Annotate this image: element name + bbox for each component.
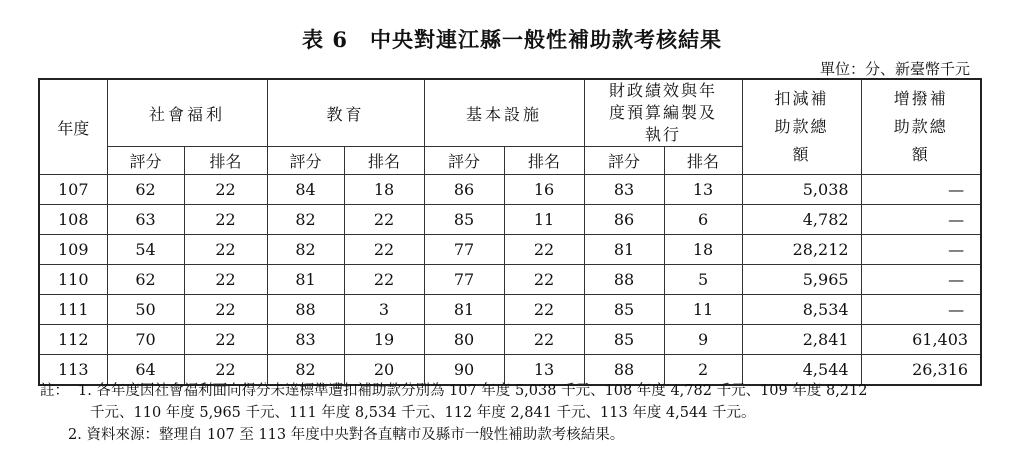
table-cell-deduct: 5,965 [742, 265, 861, 295]
table-cell-c1: 64 [107, 355, 184, 386]
table-cell-c7: 85 [584, 295, 664, 325]
table-cell-c5: 85 [424, 205, 504, 235]
table-cell-c5: 77 [424, 265, 504, 295]
table-cell-increase: — [861, 265, 981, 295]
header-rank: 排名 [664, 147, 742, 175]
table-cell-c2: 22 [184, 355, 267, 386]
table-cell-increase: 26,316 [861, 355, 981, 386]
table-cell-c5: 86 [424, 175, 504, 205]
table-cell-deduct: 4,782 [742, 205, 861, 235]
table-cell-c2: 22 [184, 265, 267, 295]
table-cell-deduct: 8,534 [742, 295, 861, 325]
table-cell-c1: 62 [107, 265, 184, 295]
table-cell-increase: 61,403 [861, 325, 981, 355]
table-row [39, 235, 981, 265]
table-cell-c8: 2 [664, 355, 742, 386]
table-cell-c4: 18 [344, 175, 424, 205]
table-cell-c4: 19 [344, 325, 424, 355]
table-cell-c6: 22 [504, 325, 584, 355]
table-cell-c6: 22 [504, 235, 584, 265]
header-score: 評分 [584, 147, 664, 175]
table-cell-c6: 11 [504, 205, 584, 235]
table-row [39, 205, 981, 235]
table-cell-c5: 80 [424, 325, 504, 355]
table-cell-c3: 82 [267, 205, 344, 235]
table-body [39, 175, 981, 386]
table-cell-c8: 18 [664, 235, 742, 265]
header-infrastructure: 基本設施 [424, 79, 584, 147]
table-cell-c1: 70 [107, 325, 184, 355]
table-cell-deduct: 4,544 [742, 355, 861, 386]
table-cell-c3: 81 [267, 265, 344, 295]
table-cell-c1: 54 [107, 235, 184, 265]
header-score: 評分 [107, 147, 184, 175]
table-cell-c2: 22 [184, 205, 267, 235]
table-cell-c1: 50 [107, 295, 184, 325]
footnote-1-continued [40, 402, 990, 424]
table-title: 表 6 中央對連江縣一般性補助款考核結果 [302, 27, 722, 52]
header-rank: 排名 [184, 147, 267, 175]
footnote-1 [40, 380, 990, 402]
header-deduct-total: 扣減補助款總額 [742, 79, 861, 175]
table-cell-c2: 22 [184, 175, 267, 205]
table-cell-c2: 22 [184, 295, 267, 325]
header-increase-total: 增撥補助款總額 [861, 79, 981, 175]
table-cell-year: 109 [39, 235, 107, 265]
table-cell-year: 113 [39, 355, 107, 386]
table-cell-year: 108 [39, 205, 107, 235]
table-cell-c7: 88 [584, 265, 664, 295]
table-cell-c7: 86 [584, 205, 664, 235]
table-cell-year: 107 [39, 175, 107, 205]
table-cell-c4: 3 [344, 295, 424, 325]
table-cell-c4: 22 [344, 235, 424, 265]
table-cell-c6: 22 [504, 265, 584, 295]
table-cell-c5: 77 [424, 235, 504, 265]
table-cell-increase: — [861, 235, 981, 265]
table-cell-year: 111 [39, 295, 107, 325]
table-cell-c5: 81 [424, 295, 504, 325]
table-cell-increase: — [861, 295, 981, 325]
header-score: 評分 [424, 147, 504, 175]
table-cell-c3: 88 [267, 295, 344, 325]
table-cell-year: 112 [39, 325, 107, 355]
table-cell-deduct: 28,212 [742, 235, 861, 265]
header-education: 教育 [267, 79, 424, 147]
footnote-1-line-1: 1. 各年度因社會福利面向得分未達標準遭扣補助款分別為 107 年度 5,038 千元、108 年度 4,782 千元、109 年度 8,212 [78, 383, 868, 399]
table-cell-c7: 85 [584, 325, 664, 355]
table-cell-c3: 82 [267, 235, 344, 265]
table-cell-c8: 9 [664, 325, 742, 355]
table-cell-c1: 62 [107, 175, 184, 205]
header-social-welfare: 社會福利 [107, 79, 267, 147]
footnote-2 [40, 424, 990, 446]
unit-label: 單位：分、新臺幣千元 [819, 60, 970, 78]
footnote-2-text: 2. 資料來源：整理自 107 至 113 年度中央對各直轄市及縣市一般性補助款考核結果。 [68, 427, 625, 443]
table-cell-c4: 20 [344, 355, 424, 386]
header-rank: 排名 [344, 147, 424, 175]
table-cell-c3: 84 [267, 175, 344, 205]
table-cell-deduct: 2,841 [742, 325, 861, 355]
table-cell-c3: 83 [267, 325, 344, 355]
table-cell-increase: — [861, 175, 981, 205]
table-cell-c8: 5 [664, 265, 742, 295]
table-cell-c2: 22 [184, 235, 267, 265]
table-row [39, 295, 981, 325]
table-row [39, 175, 981, 205]
footnotes [40, 380, 990, 446]
header-fiscal-performance: 財政績效與年度預算編製及執行 [584, 79, 742, 147]
footnote-prefix: 註： [40, 383, 69, 399]
header-rank: 排名 [504, 147, 584, 175]
table-cell-c8: 13 [664, 175, 742, 205]
table-cell-c6: 16 [504, 175, 584, 205]
table-cell-c8: 6 [664, 205, 742, 235]
table-cell-c5: 90 [424, 355, 504, 386]
table-cell-c6: 13 [504, 355, 584, 386]
header-year: 年度 [39, 79, 107, 175]
table-cell-c6: 22 [504, 295, 584, 325]
table-cell-c2: 22 [184, 325, 267, 355]
table-row [39, 265, 981, 295]
table-cell-deduct: 5,038 [742, 175, 861, 205]
table-cell-c7: 83 [584, 175, 664, 205]
table-cell-year: 110 [39, 265, 107, 295]
header-score: 評分 [267, 147, 344, 175]
table-cell-c4: 22 [344, 205, 424, 235]
table-cell-c4: 22 [344, 265, 424, 295]
table-cell-c3: 82 [267, 355, 344, 386]
table-cell-c8: 11 [664, 295, 742, 325]
table-cell-c1: 63 [107, 205, 184, 235]
table-cell-c7: 81 [584, 235, 664, 265]
footnote-1-line-2: 千元、110 年度 5,965 千元、111 年度 8,534 千元、112 年度 2,841 千元、113 年度 4,544 千元。 [90, 405, 756, 421]
assessment-table [38, 78, 982, 386]
table-row [39, 325, 981, 355]
table-cell-increase: — [861, 205, 981, 235]
table-cell-c7: 88 [584, 355, 664, 386]
